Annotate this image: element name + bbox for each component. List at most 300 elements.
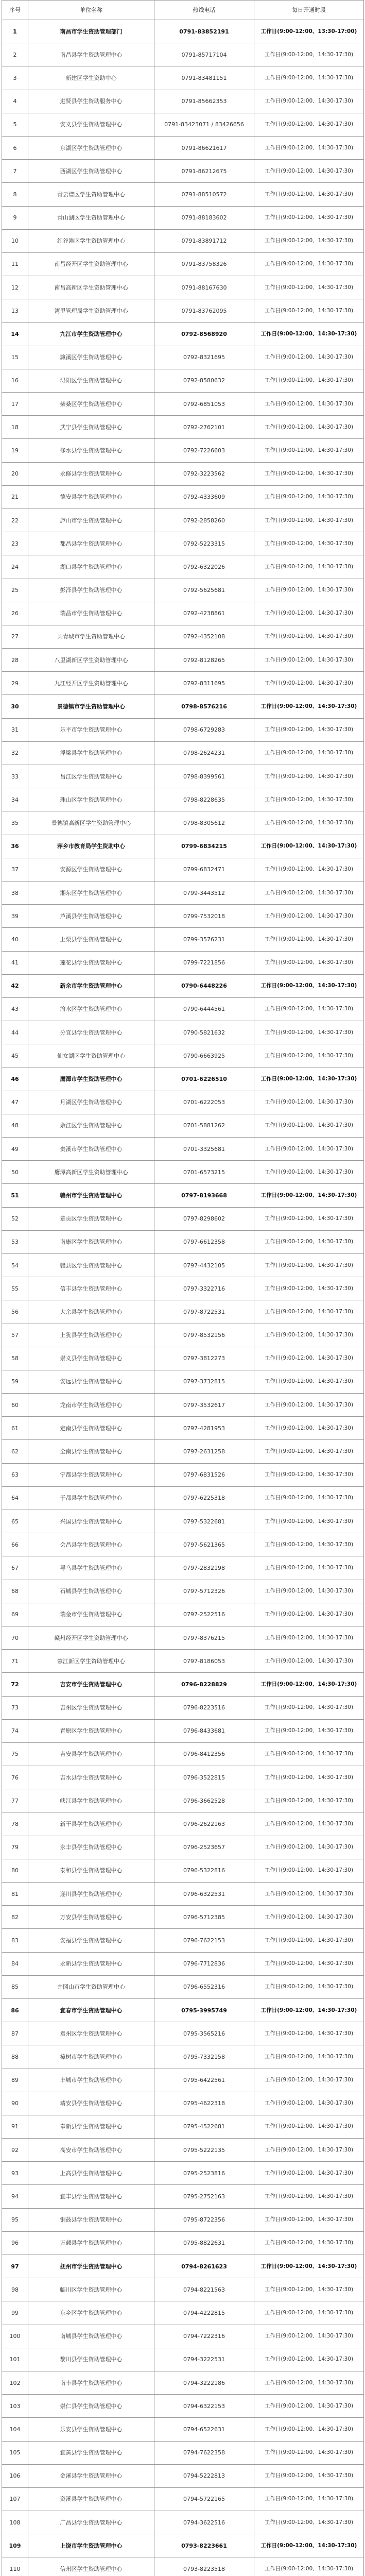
header-index: 序号 — [2, 1, 28, 20]
hotline-phone: 0791-83852191 — [154, 20, 254, 43]
open-hours: 工作日(9:00-12:00、14:30-17:30) — [254, 1277, 364, 1300]
open-hours: 工作日(9:00-12:00、14:30-17:30) — [254, 625, 364, 648]
open-hours: 工作日(9:00-12:00、14:30-17:30) — [254, 229, 364, 252]
table-row — [2, 2418, 364, 2441]
unit-name: 龙南市学生资助管理中心 — [28, 1394, 154, 1417]
hotline-phone: 0796-5322816 — [154, 1859, 254, 1882]
unit-name: 庐山市学生资助管理中心 — [28, 509, 154, 532]
open-hours: 工作日(9:00-12:00、14:30-17:30) — [254, 90, 364, 113]
hotline-phone: 0792-8568920 — [154, 323, 254, 346]
open-hours: 工作日(9:00-12:00、14:30-17:30) — [254, 555, 364, 579]
unit-name: 会昌县学生资助管理中心 — [28, 1533, 154, 1556]
row-index: 62 — [2, 1440, 28, 1463]
hotline-phone: 0791-86621617 — [154, 136, 254, 159]
row-index: 84 — [2, 1952, 28, 1975]
hotline-phone: 0791-83481151 — [154, 66, 254, 90]
hotline-phone: 0795-7332158 — [154, 2045, 254, 2069]
hotline-phone: 0797-2522516 — [154, 1603, 254, 1626]
table-row — [2, 1650, 364, 1673]
unit-name: 瑞昌市学生资助管理中心 — [28, 602, 154, 625]
unit-name: 南康区学生资助管理中心 — [28, 1230, 154, 1253]
unit-name: 蓉江新区学生资助管理中心 — [28, 1650, 154, 1673]
open-hours: 工作日(9:00-12:00、14:30-17:30) — [254, 1929, 364, 1952]
table-row — [2, 393, 364, 416]
hotline-phone: 0792-8311695 — [154, 672, 254, 695]
open-hours: 工作日(9:00-12:00、14:30-17:30) — [254, 1975, 364, 1998]
unit-name: 井冈山市学生资助管理中心 — [28, 1975, 154, 1998]
hotline-phone: 0792-2858260 — [154, 509, 254, 532]
open-hours: 工作日(9:00-12:00、14:30-17:30) — [254, 974, 364, 997]
table-row — [2, 2255, 364, 2278]
row-index: 98 — [2, 2278, 28, 2301]
table-row — [2, 765, 364, 788]
hotline-phone: 0799-6832471 — [154, 858, 254, 881]
hotline-phone: 0794-5722165 — [154, 2487, 254, 2511]
hotline-phone: 0797-2631258 — [154, 1440, 254, 1463]
hotline-phone: 0796-6322531 — [154, 1883, 254, 1906]
hotline-phone: 0797-6612358 — [154, 1230, 254, 1253]
open-hours: 工作日(9:00-12:00、14:30-17:30) — [254, 1859, 364, 1882]
unit-name: 景德镇高新区学生资助管理中心 — [28, 811, 154, 835]
table-row — [2, 2371, 364, 2394]
row-index: 6 — [2, 136, 28, 159]
table-header — [2, 1, 364, 20]
hotline-phone: 0791-88510572 — [154, 183, 254, 206]
row-index: 104 — [2, 2418, 28, 2441]
table-row — [2, 788, 364, 811]
row-index: 8 — [2, 183, 28, 206]
hotline-phone: 0797-5322681 — [154, 1510, 254, 1533]
open-hours: 工作日(9:00-12:00、14:30-17:30) — [254, 811, 364, 835]
hotline-phone: 0797-8193668 — [154, 1184, 254, 1207]
open-hours: 工作日(9:00-12:00、14:30-17:30) — [254, 718, 364, 741]
row-index: 55 — [2, 1277, 28, 1300]
open-hours: 工作日(9:00-12:00、14:30-17:30) — [254, 765, 364, 788]
table-row — [2, 2115, 364, 2138]
row-index: 19 — [2, 439, 28, 462]
hotline-phone: 0796-7622153 — [154, 1929, 254, 1952]
row-index: 102 — [2, 2371, 28, 2394]
open-hours: 工作日(9:00-12:00、14:30-17:30) — [254, 1370, 364, 1393]
table-row — [2, 1580, 364, 1603]
table-row — [2, 1138, 364, 1161]
open-hours: 工作日(9:00-12:00、14:30-17:30) — [254, 1696, 364, 1719]
unit-name: 昌江区学生资助管理中心 — [28, 765, 154, 788]
open-hours: 工作日(9:00-12:00、14:30-17:30) — [254, 1114, 364, 1137]
row-index: 21 — [2, 485, 28, 509]
table-row — [2, 485, 364, 509]
row-index: 7 — [2, 160, 28, 183]
row-index: 25 — [2, 579, 28, 602]
hotline-phone: 0794-3222531 — [154, 2348, 254, 2371]
unit-name: 丰城市学生资助管理中心 — [28, 2069, 154, 2092]
unit-name: 崇仁县学生资助管理中心 — [28, 2395, 154, 2418]
open-hours: 工作日(9:00-12:00、14:30-17:30) — [254, 788, 364, 811]
table-row — [2, 997, 364, 1021]
row-index: 108 — [2, 2511, 28, 2534]
hotline-phone: 0794-4222815 — [154, 2301, 254, 2325]
hotline-phone: 0701-6222053 — [154, 1091, 254, 1114]
open-hours: 工作日(9:00-12:00、14:30-17:30) — [254, 1556, 364, 1580]
hotline-phone: 0796-2622163 — [154, 1812, 254, 1836]
unit-name: 靖安县学生资助管理中心 — [28, 2092, 154, 2115]
row-index: 46 — [2, 1067, 28, 1091]
row-index: 18 — [2, 416, 28, 439]
table-row — [2, 416, 364, 439]
row-index: 66 — [2, 1533, 28, 1556]
hotline-phone: 0792-7226603 — [154, 439, 254, 462]
unit-name: 上饶市学生资助管理中心 — [28, 2534, 154, 2557]
row-index: 73 — [2, 1696, 28, 1719]
table-row — [2, 323, 364, 346]
row-index: 97 — [2, 2255, 28, 2278]
hotline-phone: 0796-8228829 — [154, 1673, 254, 1696]
open-hours: 工作日(9:00-12:00、14:30-17:30) — [254, 579, 364, 602]
unit-name: 铜鼓县学生资助管理中心 — [28, 2208, 154, 2231]
hotline-phone: 0795-5222135 — [154, 2139, 254, 2162]
open-hours: 工作日(9:00-12:00、14:30-17:30) — [254, 2511, 364, 2534]
table-row — [2, 2231, 364, 2255]
row-index: 47 — [2, 1091, 28, 1114]
unit-name: 彭泽县学生资助管理中心 — [28, 579, 154, 602]
hotline-phone: 0797-6831526 — [154, 1463, 254, 1486]
hotline-phone: 0792-8580632 — [154, 369, 254, 392]
row-index: 4 — [2, 90, 28, 113]
open-hours: 工作日(9:00-12:00、14:30-17:30) — [254, 2115, 364, 2138]
table-row — [2, 1370, 364, 1393]
table-row — [2, 90, 364, 113]
unit-name: 定南县学生资助管理中心 — [28, 1417, 154, 1440]
unit-name: 吉安县学生资助管理中心 — [28, 1742, 154, 1766]
table-row — [2, 2325, 364, 2348]
unit-name: 抚州市学生资助管理中心 — [28, 2255, 154, 2278]
hotline-phone: 0701-6573215 — [154, 1161, 254, 1184]
hotline-phone: 0799-7532018 — [154, 905, 254, 928]
row-index: 109 — [2, 2534, 28, 2557]
table-row — [2, 183, 364, 206]
row-index: 3 — [2, 66, 28, 90]
table-row — [2, 1929, 364, 1952]
unit-name: 崇义县学生资助管理中心 — [28, 1347, 154, 1370]
row-index: 42 — [2, 974, 28, 997]
open-hours: 工作日(9:00-12:00、14:30-17:30) — [254, 2255, 364, 2278]
open-hours: 工作日(9:00-12:00、14:30-17:30) — [254, 881, 364, 904]
unit-name: 上栗县学生资助管理中心 — [28, 928, 154, 951]
row-index: 105 — [2, 2441, 28, 2464]
unit-name: 渝水区学生资助管理中心 — [28, 997, 154, 1021]
unit-name: 萍乡市教育局学生资助中心 — [28, 835, 154, 858]
unit-name: 仙女湖区学生资助管理中心 — [28, 1044, 154, 1067]
hotline-phone: 0794-7622358 — [154, 2441, 254, 2464]
unit-name: 樟树市学生资助管理中心 — [28, 2045, 154, 2069]
row-index: 53 — [2, 1230, 28, 1253]
open-hours: 工作日(9:00-12:00、14:30-17:30) — [254, 2162, 364, 2185]
row-index: 64 — [2, 1486, 28, 1510]
table-row — [2, 1300, 364, 1324]
hotline-phone: 0796-5712385 — [154, 1906, 254, 1929]
header-hours: 每日开通时段 — [254, 1, 364, 20]
header-phone: 热线电话 — [154, 1, 254, 20]
open-hours: 工作日(9:00-12:00、14:30-17:30) — [254, 1626, 364, 1649]
open-hours: 工作日(9:00-12:00、14:30-17:30) — [254, 1463, 364, 1486]
row-index: 32 — [2, 741, 28, 765]
row-index: 10 — [2, 229, 28, 252]
table-row — [2, 2511, 364, 2534]
row-index: 22 — [2, 509, 28, 532]
table-row — [2, 555, 364, 579]
table-row — [2, 2464, 364, 2487]
hotline-phone: 0792-4238861 — [154, 602, 254, 625]
unit-name: 东乡区学生资助管理中心 — [28, 2301, 154, 2325]
unit-name: 信丰县学生资助管理中心 — [28, 1277, 154, 1300]
row-index: 75 — [2, 1742, 28, 1766]
open-hours: 工作日(9:00-12:00、14:30-17:30) — [254, 183, 364, 206]
unit-name: 湘东区学生资助管理中心 — [28, 881, 154, 904]
unit-name: 南昌经开区学生资助管理中心 — [28, 252, 154, 276]
hotline-phone: 0792-8321695 — [154, 346, 254, 369]
open-hours: 工作日(9:00-12:00、14:30-17:30) — [254, 695, 364, 718]
table-row — [2, 858, 364, 881]
unit-name: 湖口县学生资助管理中心 — [28, 555, 154, 579]
unit-name: 安福县学生资助管理中心 — [28, 1929, 154, 1952]
row-index: 96 — [2, 2231, 28, 2255]
row-index: 61 — [2, 1417, 28, 1440]
hotline-phone: 0791-85717104 — [154, 43, 254, 66]
table-row — [2, 2348, 364, 2371]
open-hours: 工作日(9:00-12:00、14:30-17:30) — [254, 1417, 364, 1440]
table-row — [2, 2185, 364, 2208]
open-hours: 工作日(9:00-12:00、14:30-17:30) — [254, 416, 364, 439]
open-hours: 工作日(9:00-12:00、14:30-17:30) — [254, 2418, 364, 2441]
row-index: 31 — [2, 718, 28, 741]
table-row — [2, 509, 364, 532]
unit-name: 南昌高新区学生资助管理中心 — [28, 276, 154, 299]
row-index: 80 — [2, 1859, 28, 1882]
open-hours: 工作日(9:00-12:00、14:30-17:30) — [254, 323, 364, 346]
hotline-phone: 0792-8128265 — [154, 649, 254, 672]
row-index: 85 — [2, 1975, 28, 1998]
open-hours: 工作日(9:00-12:00、14:30-17:30) — [254, 1091, 364, 1114]
table-row — [2, 1952, 364, 1975]
hotline-phone: 0796-8433681 — [154, 1719, 254, 1742]
row-index: 17 — [2, 393, 28, 416]
open-hours: 工作日(9:00-12:00、14:30-17:30) — [254, 1207, 364, 1230]
open-hours: 工作日(9:00-12:00、14:30-17:30) — [254, 2208, 364, 2231]
open-hours: 工作日(9:00-12:00、14:30-17:30) — [254, 206, 364, 229]
hotline-phone: 0791-83891712 — [154, 229, 254, 252]
table-row — [2, 206, 364, 229]
hotline-phone: 0794-6322153 — [154, 2395, 254, 2418]
open-hours: 工作日(9:00-12:00、14:30-17:30) — [254, 43, 364, 66]
row-index: 72 — [2, 1673, 28, 1696]
table-row — [2, 718, 364, 741]
table-row — [2, 1719, 364, 1742]
unit-name: 新建区学生资助中心 — [28, 66, 154, 90]
table-row — [2, 2092, 364, 2115]
unit-name: 余江区学生资助管理中心 — [28, 1114, 154, 1137]
row-index: 59 — [2, 1370, 28, 1393]
row-index: 60 — [2, 1394, 28, 1417]
row-index: 106 — [2, 2464, 28, 2487]
hotline-phone: 0794-5222813 — [154, 2464, 254, 2487]
table-row — [2, 672, 364, 695]
header-unit-name: 单位名称 — [28, 1, 154, 20]
open-hours: 工作日(9:00-12:00、14:30-17:30) — [254, 2069, 364, 2092]
open-hours: 工作日(9:00-12:00、14:30-17:30) — [254, 2464, 364, 2487]
table-row — [2, 741, 364, 765]
table-row — [2, 1510, 364, 1533]
table-row — [2, 835, 364, 858]
unit-name: 东湖区学生资助管理中心 — [28, 136, 154, 159]
open-hours: 工作日(9:00-12:00、14:30-17:30) — [254, 1952, 364, 1975]
table-row — [2, 1044, 364, 1067]
table-row — [2, 1277, 364, 1300]
hotline-phone: 0797-8298602 — [154, 1207, 254, 1230]
row-index: 27 — [2, 625, 28, 648]
open-hours: 工作日(9:00-12:00、14:30-17:30) — [254, 160, 364, 183]
row-index: 35 — [2, 811, 28, 835]
row-index: 29 — [2, 672, 28, 695]
unit-name: 吉水县学生资助管理中心 — [28, 1766, 154, 1789]
header-row — [2, 1, 364, 20]
row-index: 68 — [2, 1580, 28, 1603]
unit-name: 南城县学生资助管理中心 — [28, 2325, 154, 2348]
hotline-phone: 0791-83423071 / 83426656 — [154, 113, 254, 136]
open-hours: 工作日(9:00-12:00、14:30-17:30) — [254, 113, 364, 136]
table-row — [2, 1463, 364, 1486]
table-row — [2, 136, 364, 159]
table-row — [2, 160, 364, 183]
row-index: 89 — [2, 2069, 28, 2092]
open-hours: 工作日(9:00-12:00、14:30-17:30) — [254, 485, 364, 509]
table-row — [2, 2487, 364, 2511]
unit-name: 青原区学生资助管理中心 — [28, 1719, 154, 1742]
table-row — [2, 532, 364, 555]
row-index: 12 — [2, 276, 28, 299]
hotline-phone: 0796-3662528 — [154, 1789, 254, 1812]
hotline-phone: 0797-5712326 — [154, 1580, 254, 1603]
table-row — [2, 951, 364, 974]
unit-name: 柴桑区学生资助管理中心 — [28, 393, 154, 416]
open-hours: 工作日(9:00-12:00、14:30-17:30) — [254, 1253, 364, 1277]
hotline-phone: 0797-2832198 — [154, 1556, 254, 1580]
open-hours: 工作日(9:00-12:00、14:30-17:30) — [254, 741, 364, 765]
open-hours: 工作日(9:00-12:00、13:30-17:00) — [254, 20, 364, 43]
unit-name: 黎川县学生资助管理中心 — [28, 2348, 154, 2371]
unit-name: 兴国县学生资助管理中心 — [28, 1510, 154, 1533]
open-hours: 工作日(9:00-12:00、14:30-17:30) — [254, 905, 364, 928]
hotline-phone: 0797-6225318 — [154, 1486, 254, 1510]
table-row — [2, 1486, 364, 1510]
table-row — [2, 2301, 364, 2325]
table-row — [2, 276, 364, 299]
table-row — [2, 1067, 364, 1091]
unit-name: 大余县学生资助管理中心 — [28, 1300, 154, 1324]
unit-name: 临川区学生资助管理中心 — [28, 2278, 154, 2301]
open-hours: 工作日(9:00-12:00、14:30-17:30) — [254, 2092, 364, 2115]
row-index: 94 — [2, 2185, 28, 2208]
unit-name: 上犹县学生资助管理中心 — [28, 1324, 154, 1347]
unit-name: 八里湖新区学生资助管理中心 — [28, 649, 154, 672]
table-row — [2, 1975, 364, 1998]
unit-name: 鹰潭高新区学生资助管理中心 — [28, 1161, 154, 1184]
unit-name: 信州区学生资助管理中心 — [28, 2557, 154, 2576]
row-index: 43 — [2, 997, 28, 1021]
table-row — [2, 1883, 364, 1906]
open-hours: 工作日(9:00-12:00、14:30-17:30) — [254, 1230, 364, 1253]
open-hours: 工作日(9:00-12:00、14:30-17:30) — [254, 928, 364, 951]
hotline-phone: 0798-8399561 — [154, 765, 254, 788]
hotline-phone: 0798-8576216 — [154, 695, 254, 718]
hotline-phone: 0791-83758326 — [154, 252, 254, 276]
hotline-phone: 0795-2752163 — [154, 2185, 254, 2208]
hotline-phone: 0797-3732815 — [154, 1370, 254, 1393]
hotline-phone: 0797-3532617 — [154, 1394, 254, 1417]
unit-name: 浮梁县学生资助管理中心 — [28, 741, 154, 765]
hotline-phone: 0791-88183602 — [154, 206, 254, 229]
hotline-phone: 0794-7222316 — [154, 2325, 254, 2348]
hotline-phone: 0795-4622318 — [154, 2092, 254, 2115]
row-index: 95 — [2, 2208, 28, 2231]
table-row — [2, 695, 364, 718]
table-row — [2, 974, 364, 997]
row-index: 86 — [2, 1998, 28, 2022]
row-index: 74 — [2, 1719, 28, 1742]
hotline-phone: 0794-6522631 — [154, 2418, 254, 2441]
hotline-phone: 0796-2523657 — [154, 1836, 254, 1859]
row-index: 71 — [2, 1650, 28, 1673]
table-row — [2, 1394, 364, 1417]
row-index: 13 — [2, 299, 28, 323]
unit-name: 泰和县学生资助管理中心 — [28, 1859, 154, 1882]
unit-name: 湾里管理局学生资助管理中心 — [28, 299, 154, 323]
unit-name: 浔阳区学生资助管理中心 — [28, 369, 154, 392]
hotline-phone: 0791-85662353 — [154, 90, 254, 113]
hotline-phone: 0796-3522815 — [154, 1766, 254, 1789]
hotline-phone: 0701-3325681 — [154, 1138, 254, 1161]
row-index: 9 — [2, 206, 28, 229]
hotline-phone: 0799-7221856 — [154, 951, 254, 974]
table-row — [2, 1812, 364, 1836]
open-hours: 工作日(9:00-12:00、14:30-17:30) — [254, 2325, 364, 2348]
table-row — [2, 2557, 364, 2576]
table-row — [2, 1253, 364, 1277]
unit-name: 宜丰县学生资助管理中心 — [28, 2185, 154, 2208]
open-hours: 工作日(9:00-12:00、14:30-17:30) — [254, 1836, 364, 1859]
hotline-phone: 0797-8532156 — [154, 1324, 254, 1347]
table-row — [2, 1603, 364, 1626]
table-row — [2, 1417, 364, 1440]
unit-name: 青山湖区学生资助管理中心 — [28, 206, 154, 229]
unit-name: 广昌县学生资助管理中心 — [28, 2511, 154, 2534]
row-index: 44 — [2, 1021, 28, 1044]
row-index: 100 — [2, 2325, 28, 2348]
unit-name: 高安市学生资助管理中心 — [28, 2139, 154, 2162]
hotline-phone: 0799-3576231 — [154, 928, 254, 951]
row-index: 67 — [2, 1556, 28, 1580]
open-hours: 工作日(9:00-12:00、14:30-17:30) — [254, 2045, 364, 2069]
open-hours: 工作日(9:00-12:00、14:30-17:30) — [254, 66, 364, 90]
table-row — [2, 1906, 364, 1929]
unit-name: 赣县区学生资助管理中心 — [28, 1253, 154, 1277]
table-row — [2, 649, 364, 672]
open-hours: 工作日(9:00-12:00、14:30-17:30) — [254, 1673, 364, 1696]
table-body — [2, 20, 364, 2576]
open-hours: 工作日(9:00-12:00、14:30-17:30) — [254, 2395, 364, 2418]
table-row — [2, 252, 364, 276]
open-hours: 工作日(9:00-12:00、14:30-17:30) — [254, 1580, 364, 1603]
table-row — [2, 1789, 364, 1812]
